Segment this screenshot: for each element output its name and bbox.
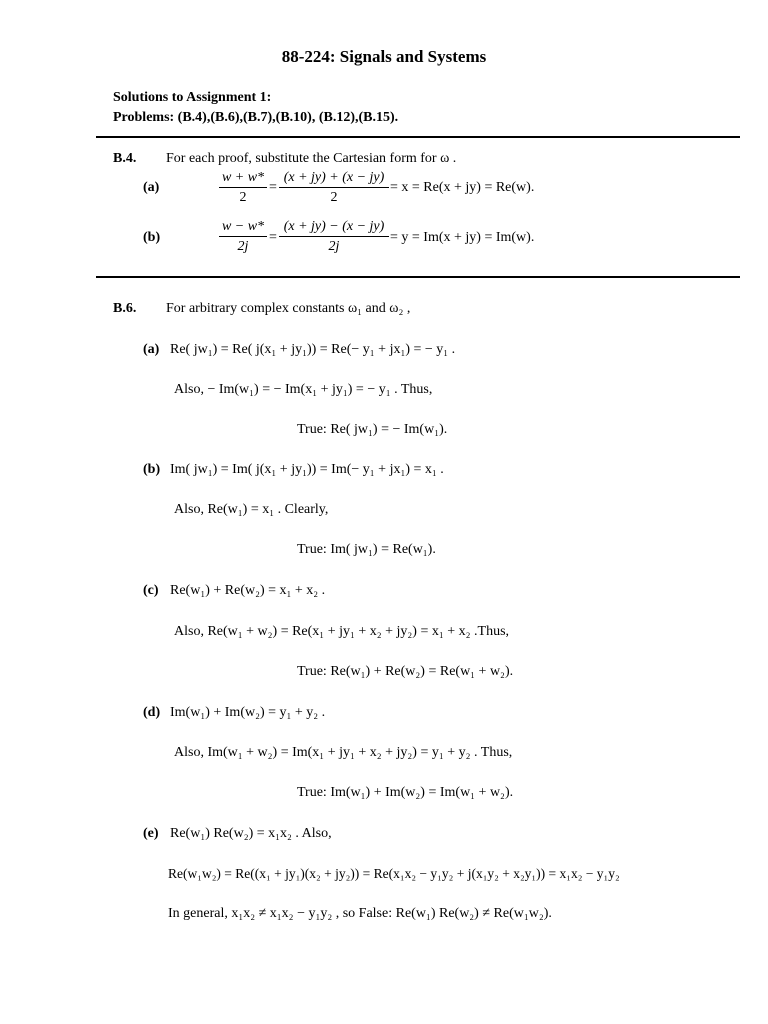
b6d-label: (d) xyxy=(143,705,161,720)
b4b-numerator-2: (x + jy) − (x − jy) xyxy=(283,219,385,234)
b6d-line-1: Im(w₁) + Im(w₂) = y₁ + y₂ . xyxy=(170,705,326,720)
b4b-label: (b) xyxy=(143,230,161,245)
b4b-numerator-1: w − w* xyxy=(221,219,265,234)
b6b-line-1: Im( jw₁) = Im( j(x₁ + jy₁)) = Im(− y₁ + jx₁) = x₁ . xyxy=(170,462,444,477)
b6d-line-2: Also, Im(w₁ + w₂) = Im(x₁ + jy₁ + x₂ + jy₂) = y₁ + y₂ . Thus, xyxy=(174,745,513,760)
b6a-line-1: Re( jw₁) = Re( j(x₁ + jy₁)) = Re(− y₁ + jx₁) = − y₁ . xyxy=(170,342,456,357)
problems-list: Problems: (B.4),(B.6),(B.7),(B.10), (B.12),(B.15). xyxy=(113,110,399,125)
b4a-denominator-1: 2 xyxy=(239,190,247,205)
document-subtitle: Solutions to Assignment 1: xyxy=(113,90,272,105)
b6c-line-2: Also, Re(w₁ + w₂) = Re(x₁ + jy₁ + x₂ + jy₂) = x₁ + x₂ .Thus, xyxy=(174,624,510,639)
section-divider-top xyxy=(96,136,740,138)
b6d-conclusion: True: Im(w₁) + Im(w₂) = Im(w₁ + w₂). xyxy=(297,785,514,800)
b4a-fraction-1 xyxy=(219,170,267,206)
b4-intro: For each proof, substitute the Cartesian form for ω . xyxy=(166,151,457,166)
b4b-denominator-2: 2j xyxy=(328,239,340,254)
b4a-numerator-1: w + w* xyxy=(221,170,265,185)
b6e-conclusion: In general, x₁x₂ ≠ x₁x₂ − y₁y₂ , so False: Re(w₁) Re(w₂) ≠ Re(w₁w₂). xyxy=(168,906,552,921)
b4a-label: (a) xyxy=(143,180,160,195)
b6c-label: (c) xyxy=(143,583,159,598)
b4a-fraction-2 xyxy=(279,170,389,206)
b6a-line-2: Also, − Im(w₁) = − Im(x₁ + jy₁) = − y₁ . Thus, xyxy=(174,382,433,397)
b6b-label: (b) xyxy=(143,462,161,477)
section-divider-middle xyxy=(96,276,740,278)
b6e-line-2: Re(w₁w₂) = Re((x₁ + jy₁)(x₂ + jy₂)) = Re(x₁x₂ − y₁y₂ + j(x₁y₂ + x₂y₁)) = x₁x₂ − y₁y₂ xyxy=(168,866,620,881)
b4b-result: = y = Im(x + jy) = Im(w). xyxy=(390,230,535,245)
b6b-conclusion: True: Im( jw₁) = Re(w₁). xyxy=(297,542,436,557)
b4b-fraction-1 xyxy=(219,219,267,255)
b6a-label: (a) xyxy=(143,342,160,357)
b4a-denominator-2: 2 xyxy=(330,190,338,205)
b4a-equals: = xyxy=(269,180,277,195)
b6c-conclusion: True: Re(w₁) + Re(w₂) = Re(w₁ + w₂). xyxy=(297,664,514,679)
b4a-result: = x = Re(x + jy) = Re(w). xyxy=(390,180,535,195)
b6-label: B.6. xyxy=(113,301,137,316)
b4b-equals: = xyxy=(269,230,277,245)
document-title: 88-224: Signals and Systems xyxy=(281,47,487,66)
b6-intro: For arbitrary complex constants ω₁ and ω₂ , xyxy=(166,301,411,316)
b6e-label: (e) xyxy=(143,826,159,841)
b4-label: B.4. xyxy=(113,151,137,166)
b4b-fraction-2 xyxy=(279,219,389,255)
b6b-line-2: Also, Re(w₁) = x₁ . Clearly, xyxy=(174,502,329,517)
b6e-line-1: Re(w₁) Re(w₂) = x₁x₂ . Also, xyxy=(170,826,332,841)
b6c-line-1: Re(w₁) + Re(w₂) = x₁ + x₂ . xyxy=(170,583,326,598)
b4b-denominator-1: 2j xyxy=(237,239,249,254)
b6a-conclusion: True: Re( jw₁) = − Im(w₁). xyxy=(297,422,448,437)
b4a-numerator-2: (x + jy) + (x − jy) xyxy=(283,170,385,185)
